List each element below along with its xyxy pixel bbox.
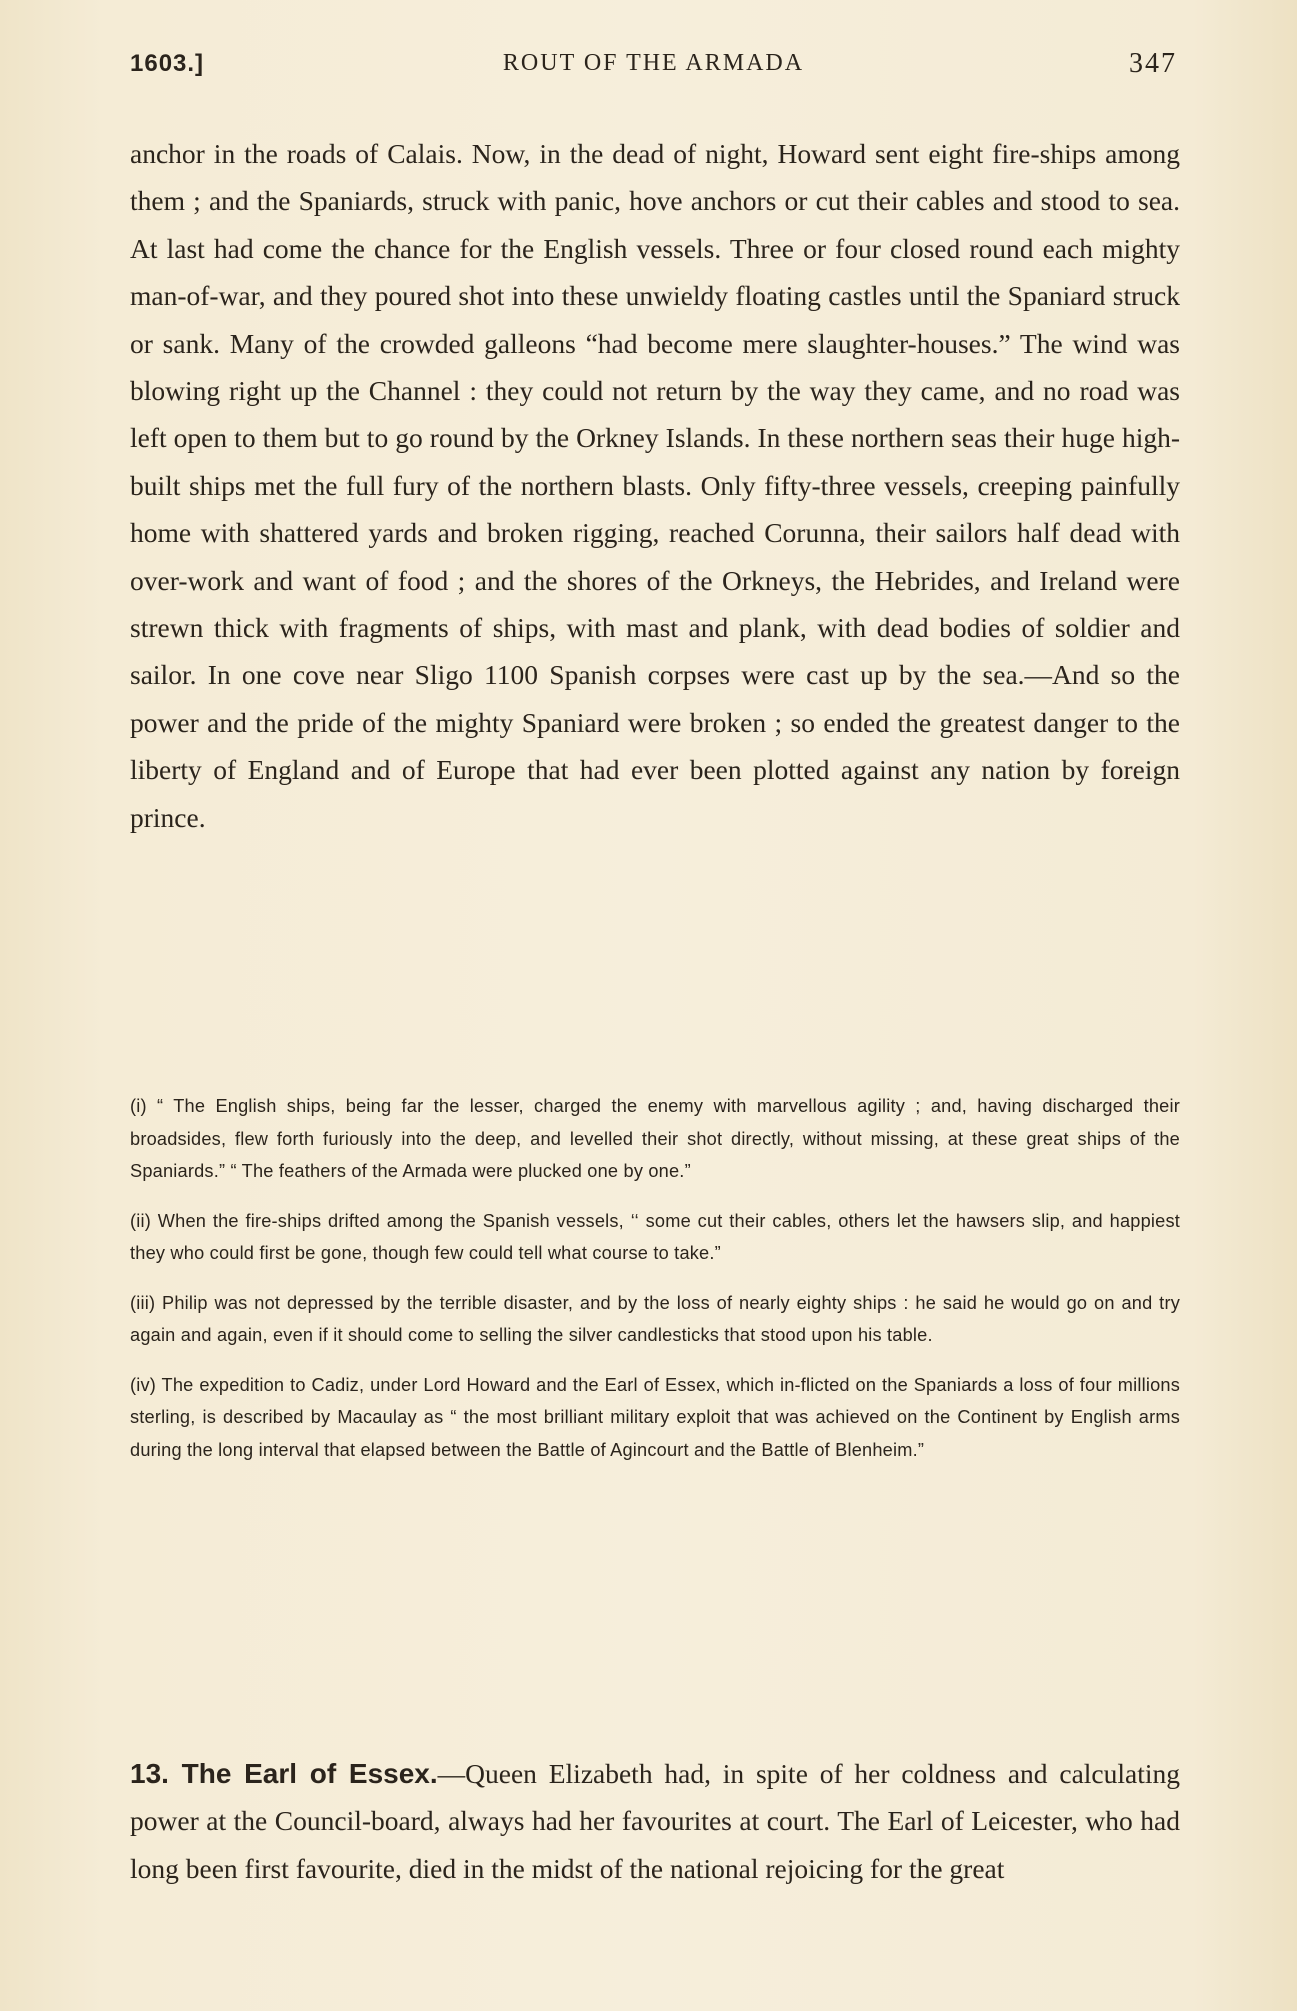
running-head-year: 1603.]: [130, 50, 205, 77]
section-13: [130, 1750, 1180, 1892]
note-i: (i) “ The English ships, being far the lesser, charged the enemy with marvellous agility ; and, having discharged their broadsides, flew forth furiously into the deep, and levelled their shot directly, without missing, at these great ships of the Spaniards.” “ The feathers of the Armada were plucked one by one.”: [130, 1096, 1180, 1181]
note-iii: (iii) Philip was not depressed by the terrible disaster, and by the loss of nearly eighty ships : he said he would go on and try again and again, even if it should come to selling the silver candlesticks that stood upon his table.: [130, 1292, 1180, 1345]
section-paragraph: [130, 1750, 1180, 1892]
running-head-title: ROUT OF THE ARMADA: [502, 50, 805, 76]
note-iv: (iv) The expedition to Cadiz, under Lord Howard and the Earl of Essex, which in-flicted on the Spaniards a loss of four millions sterling, is described by Macaulay as “ the most brilliant military exploit that was achieved on the Continent by English arms during the long interval that elapsed between the Battle of Agincourt and the Battle of Blenheim.”: [130, 1374, 1180, 1460]
section-text: —Queen Elizabeth had, in spite of her coldness and calculating power at the Council-board, always had her favourites at court. The Earl of Leicester, who had long been first favourite, died in the midst of the national rejoicing for the great: [130, 1758, 1180, 1884]
page-number: 347: [1129, 48, 1177, 79]
note-ii: (ii) When the fire-ships drifted among the Spanish vessels, ‘‘ some cut their cables, others let the hawsers slip, and happiest they who could first be gone, though few could tell what course to take.”: [130, 1210, 1180, 1263]
footnotes: [130, 1090, 1180, 1483]
body-paragraph: anchor in the roads of Calais. Now, in the dead of night, Howard sent eight fire-ships among them ; and the Spaniards, struck with panic, hove anchors or cut their cables and stood to sea. At last had come the chance for the English vessels. Three or four closed round each mighty man-of-war, and they poured shot into these unwieldy floating castles until the Spaniard struck or sank. Many of the crowded galleons “had become mere slaughter-houses.” The wind was blowing right up the Channel : they could not return by the way they came, and no road was left open to them but to go round by the Orkney Islands. In these northern seas their huge high-built ships met the full fury of the northern blasts. Only fifty-three vessels, creeping painfully home with shattered yards and broken rigging, reached Corunna, their sailors half dead with over-work and want of food ; and the shores of the Orkneys, the Hebrides, and Ireland were strewn thick with fragments of ships, with mast and plank, with dead bodies of soldier and sailor. In one cove near Sligo 1100 Spanish corpses were cast up by the sea.—And so the power and the pride of the mighty Spaniard were broken ; so ended the greatest danger to the liberty of England and of Europe that had ever been plotted against any nation by foreign prince.: [130, 138, 1180, 833]
section-heading: 13. The Earl of Essex.: [130, 1758, 438, 1789]
running-head: [130, 50, 1177, 90]
main-text: [130, 130, 1180, 841]
